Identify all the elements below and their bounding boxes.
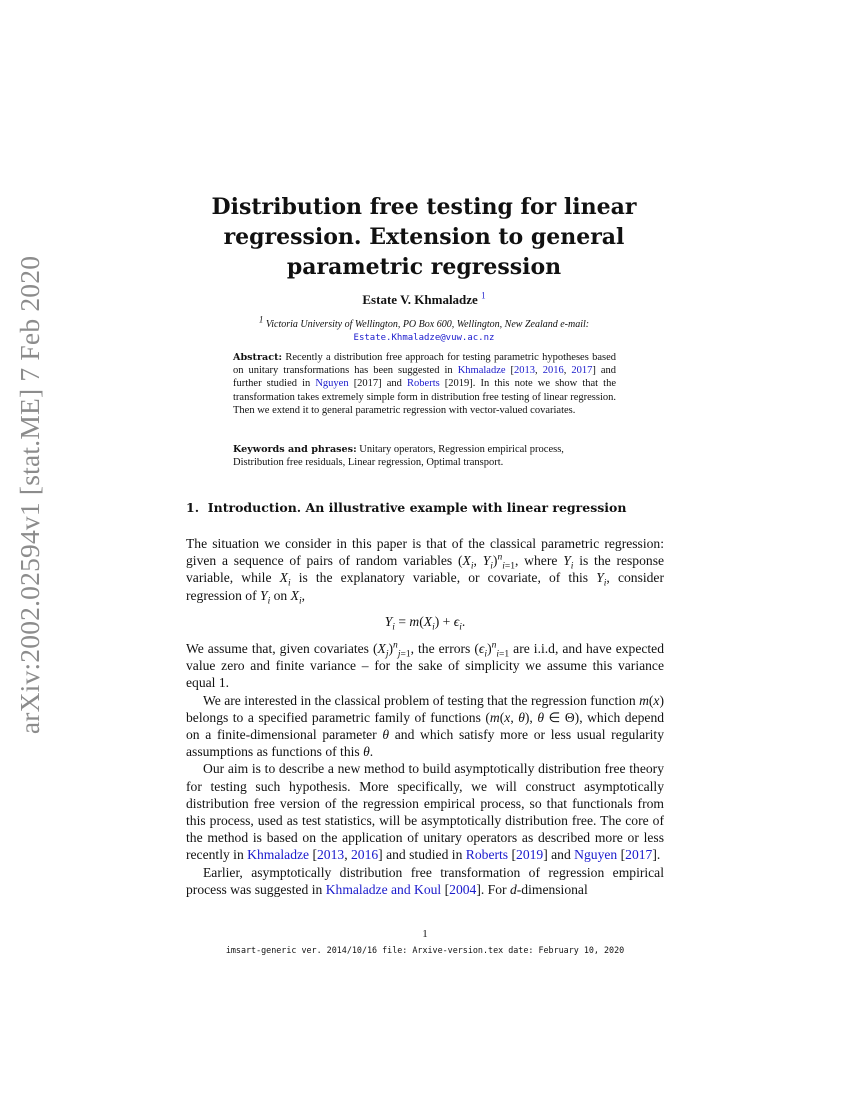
citation-year-2004[interactable]: 2004	[449, 881, 477, 897]
author-name: Estate V. Khmaladze	[362, 292, 478, 307]
citation-khmaladze[interactable]: Khmaladze	[247, 847, 310, 863]
citation-year-2016[interactable]: 2016	[350, 847, 379, 863]
abstract-text: Recently a distribution free approach for testing parametric hypotheses based on unitary transformations has been suggested in	[233, 352, 617, 377]
abstract-bracket: [	[510, 365, 515, 377]
math-inline: (m(x, θ), θ ∈ Θ)	[485, 709, 580, 725]
title-line-3: parametric regression	[286, 254, 562, 280]
affiliation-mark: 1	[258, 314, 264, 325]
text-span: belongs to a specified parametric family of functions	[186, 709, 481, 725]
text-span: are i.i.d, and have expected value zero and finite variance – for the sake of simplicity we assume this variance equal 1.	[186, 641, 664, 691]
author-block	[200, 292, 648, 308]
page-number: 1	[422, 928, 428, 940]
affiliation-text: Victoria University of Wellington, PO Box 600, Wellington, New Zealand e-mail:	[265, 319, 590, 330]
text-span: is the explanatory variable, or covariate, of this	[298, 570, 589, 586]
math-inline: θ	[363, 744, 370, 760]
section-number: 1.	[186, 500, 200, 515]
citation-year-2013[interactable]: 2013	[514, 365, 536, 377]
paper-title	[150, 192, 698, 282]
paragraph-5: Earlier, asymptotically distribution free transformation of regression empirical process was suggested in Khmaladze and Koul [2004]. For d-dimensional	[186, 864, 664, 897]
text-span: and which satisfy more or less usual regularity assumptions as functions of this	[186, 727, 665, 760]
citation-roberts[interactable]: Roberts	[465, 847, 509, 863]
keywords-label: Keywords and phrases:	[233, 444, 357, 455]
title-line-2: regression. Extension to general	[223, 224, 625, 250]
math-inline: m(x)	[639, 692, 664, 708]
math-inline: θ	[382, 727, 390, 743]
title-line-1: Distribution free testing for linear	[211, 194, 637, 220]
arxiv-identifier-text: arXiv:2002.02594v1 [stat.ME] 7 Feb 2020	[14, 255, 45, 735]
abstract-text: [2019]. In this note we show that the transformation takes extremely simple form in distribution free testing of linear regression. Then we extend it to general parametric regression with vector-valued covariates.	[233, 378, 617, 416]
math-inline: $(X_j)^n_{j=1}$	[373, 640, 411, 660]
text-span: , which depend on a finite-dimensional parameter	[186, 709, 665, 743]
math-inline: $Y_i$	[563, 553, 574, 572]
keywords	[233, 443, 616, 469]
keywords-text: Unitary operators, Regression empirical process, Distribution free residuals, Linear regression, Optimal transport.	[233, 444, 564, 469]
abstract: Abstract: Recently a distribution free approach for testing parametric hypotheses based on unitary transformations has been suggested in Khmaladze [2013, 2016, 2017] and further studied in Nguyen [2017] and Roberts [2019]. In this note we show that the transformation takes extremely simple form in distribution free testing of linear regression. Then we extend it to general parametric regression with vector-valued covariates.	[233, 352, 617, 416]
text-span: ] and studied in	[378, 847, 463, 863]
math-inline: $Y_i$	[596, 570, 607, 590]
paragraph-4: Our aim is to describe a new method to build asymptotically distribution free theory for testing such hypothesis. More specifically, we will construct asymptotically distribution free version of the regression empirical process, so that functionals from this process, used as test statistics, will be asymptotically distribution free. The core of the method is based on the application of unitary operators as described more or less recently in Khmaladze [2013, 2016] and studied in Roberts [2019] and Nguyen [2017].	[186, 761, 664, 863]
citation-year-2017[interactable]: 2017	[571, 365, 593, 377]
text-span: Our aim is to describe a new method to build asymptotically distribution free theory for testing such hypothesis. More specifically, we will construct asymptotically distribution free version of the regression empirical process, so that functionals from this process, used as test statistics, will be asymptotically distribution free. The core of the method is based on the application of unitary operators as described more or less recently in	[186, 761, 664, 863]
text-span: ] and	[543, 847, 571, 863]
text-span: We are interested in the classical problem of testing that the regression function	[203, 692, 636, 708]
text-span: is the response variable, while	[186, 553, 665, 586]
citation-year-2017[interactable]: 2017	[625, 847, 653, 863]
abstract-text: [2017] and	[353, 378, 402, 390]
section-title: Introduction. An illustrative example with linear regression	[207, 500, 627, 515]
text-span: ]. For	[476, 881, 507, 897]
citation-roberts[interactable]: Roberts	[407, 378, 440, 390]
math-inline: $X_i$	[279, 570, 291, 590]
abstract-label: Abstract:	[233, 352, 283, 363]
body-text	[186, 530, 664, 898]
paragraph-3: We are interested in the classical problem of testing that the regression function m(x) belongs to a specified parametric family of functions (m(x, θ), θ ∈ Θ), which depend on a finite-dimensional parameter θ and which satisfy more or less usual regularity assumptions as functions of this θ.	[186, 692, 665, 760]
citation-year-2019[interactable]: 2019	[516, 847, 544, 863]
regression-equation: $Y_i = m(X_i) + \epsilon_i$.	[384, 613, 466, 633]
text-span: , consider regression of	[186, 570, 664, 603]
citation-year-2013[interactable]: 2013	[317, 847, 345, 863]
citation-khmaladze-koul[interactable]: Khmaladze and Koul	[325, 881, 442, 897]
text-span: The situation we consider in this paper is that of the classical parametric regression: given a sequence of pairs of random variables	[186, 536, 664, 569]
citation-nguyen[interactable]: Nguyen	[574, 847, 618, 863]
math-inline: d	[509, 881, 517, 897]
author-affiliation-mark[interactable]: 1	[481, 290, 486, 301]
text-span: , where	[514, 553, 558, 569]
math-inline: $(\epsilon_i)^n_{i=1}$	[474, 640, 510, 660]
author-email-link[interactable]: Estate.Khmaladze@vuw.ac.nz	[353, 333, 495, 343]
text-span: , the errors	[410, 641, 471, 657]
citation-nguyen[interactable]: Nguyen	[315, 378, 349, 390]
text-span: on	[273, 587, 288, 603]
math-inline: ($X_i$, $Y_i)^n_{i=1}$	[458, 552, 515, 572]
text-span: Earlier, asymptotically distribution free transformation of regression empirical process was suggested in	[186, 864, 664, 897]
section-heading	[186, 500, 666, 515]
arxiv-identifier-stamp	[10, 255, 50, 735]
citation-khmaladze[interactable]: Khmaladze	[457, 365, 506, 377]
citation-year-2016[interactable]: 2016	[542, 365, 564, 377]
paragraph-1: The situation we consider in this paper is that of the classical parametric regression: given a sequence of pairs of random variables ($X_i$, $Y_i)^n_{i=1}$, where $Y_i$ is the response variable, while $X_i$ is the explanatory variable, or covariate, of this $Y_i$, consider regression of $Y_i$ on $X_i$,	[186, 536, 665, 607]
paragraph-2	[186, 640, 664, 692]
text-span: We assume that, given covariates	[186, 641, 369, 657]
abstract-text: ] and further studied in	[233, 365, 617, 390]
math-inline: $Y_i$	[260, 587, 271, 607]
page-footer: imsart-generic ver. 2014/10/16 file: Arxive-version.tex date: February 10, 2020	[225, 945, 625, 955]
affiliation	[150, 314, 698, 331]
text-span: -dimensional	[516, 881, 588, 897]
math-inline: $X_i$	[290, 587, 302, 607]
